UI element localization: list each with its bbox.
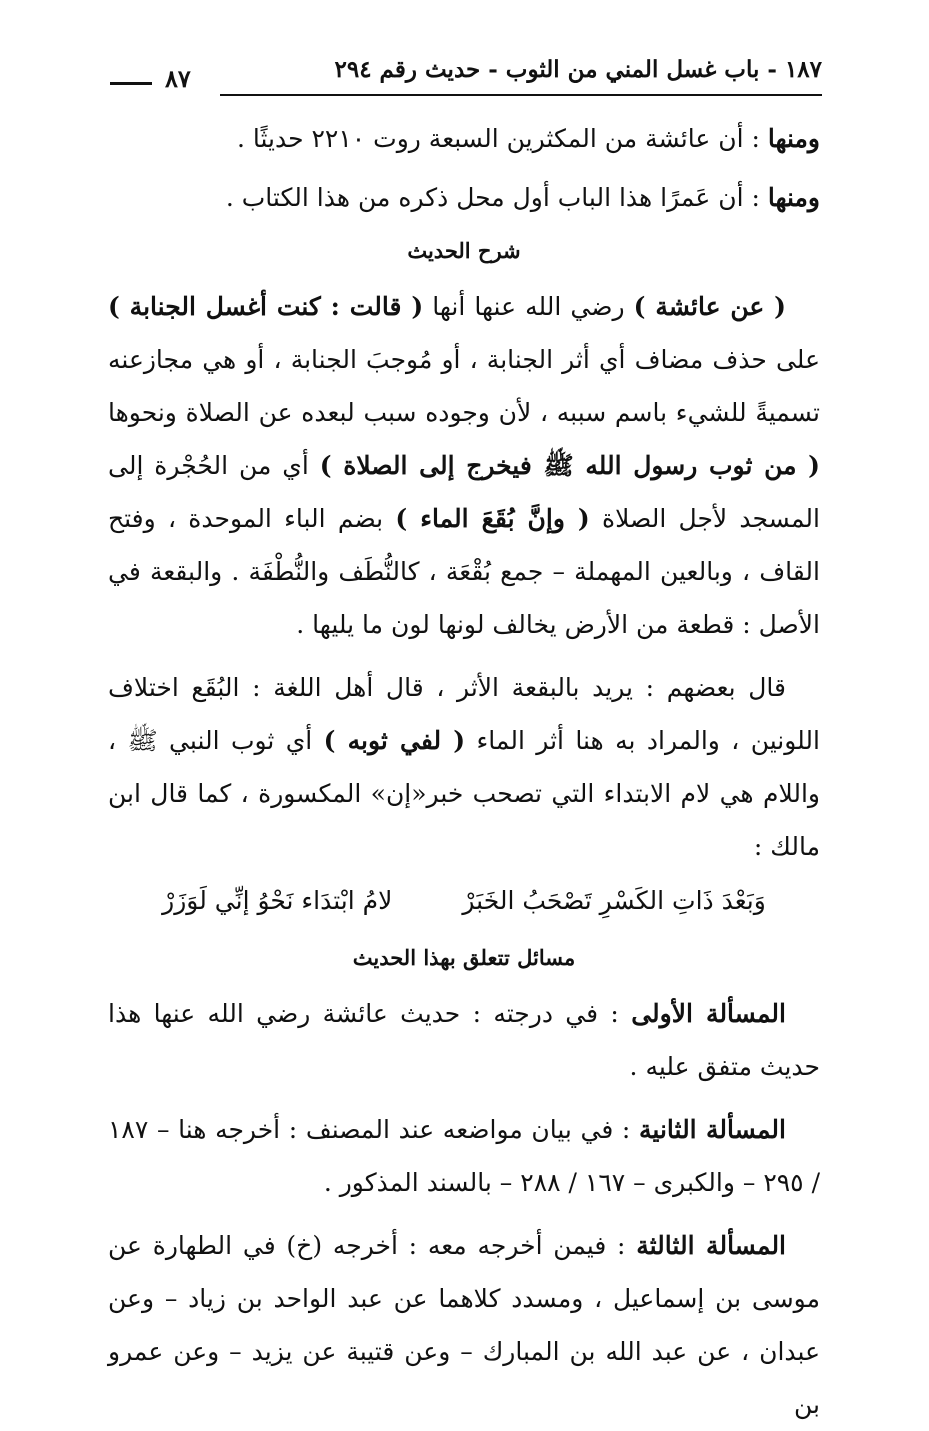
text-segment: بضم الباء الموحدة ، وفتح القاف ، وبالعين المهملة – جمع بُقْعَة ، كالنُّطَف والنُّطْفَة . والبقعة في الأصل : قطعة من الأرض يخالف لونها لون ما يليها . — [108, 504, 820, 639]
masala-1 — [108, 987, 820, 1093]
page-body — [108, 112, 820, 1431]
running-title: ١٨٧ - باب غسل المني من الثوب - حديث رقم ٢٩٤ — [334, 56, 822, 83]
quoted-segment: ( من ثوب رسول الله ﷺ فيخرج إلى الصلاة ) — [319, 451, 820, 480]
lead-word: ومنها — [767, 124, 820, 153]
masala-title: المسألة الثانية — [639, 1115, 786, 1144]
section-heading-masail: مسائل تتعلق بهذا الحديث — [352, 945, 576, 970]
verse-first-hemistich: وَبَعْدَ ذَاتِ الكَسْرِ تَصْحَبُ الخَبَرْ — [462, 886, 766, 915]
quoted-segment: ( عن عائشة ) — [633, 292, 786, 321]
text-segment: أي من الحُجْرة إلى المسجد لأجل الصلاة — [108, 451, 820, 533]
paragraph-text: : أن عَمرًا هذا الباب أول محل ذكره من هذا الكتاب . — [225, 183, 768, 212]
verse-second-hemistich: لامُ ابْتدَاء نَحْوُ إنِّي لَوَزَرْ — [162, 886, 393, 915]
masala-3 — [108, 1219, 820, 1431]
paragraph-3 — [108, 280, 820, 651]
text-segment: : في درجته : حديث عائشة رضي الله عنها هذا حديث متفق عليه . — [108, 999, 820, 1081]
text-segment: : في بيان مواضعه عند المصنف : أخرجه هنا – ١٨٧ / ٢٩٥ – والكبرى – ١٦٧ / ٢٨٨ – بالسند المذكور . — [108, 1115, 820, 1197]
paragraph-2 — [108, 171, 820, 224]
quoted-segment: ( وإنَّ بُقَعَ الماء ) — [395, 504, 590, 533]
quoted-segment: ( لفي ثوبه ) — [323, 726, 466, 755]
quoted-segment: ( قالت : كنت أغسل الجنابة ) — [108, 292, 424, 321]
page-number-rule — [110, 82, 152, 85]
text-segment: : فيمن أخرجه معه : أخرجه (خ) في الطهارة عن موسى بن إسماعيل ، ومسدد كلاهما عن عبد الواحد بن زياد – وعن عبدان ، عن عبد الله بن المبارك – وعن قتيبة عن يزيد – وعن عمرو بن — [108, 1231, 820, 1419]
page-header — [110, 56, 822, 100]
text-segment: أي ثوب النبي ﷺ ، واللام هي لام الابتداء التي تصحب خبر«إن» المكسورة ، كما قال ابن مالك : — [108, 726, 820, 861]
paragraph-1 — [108, 112, 820, 165]
header-rule — [220, 94, 822, 96]
paragraph-4 — [108, 661, 820, 873]
page-number: ٨٧ — [165, 64, 191, 93]
text-segment: رضي الله عنها أنها — [423, 292, 634, 321]
text-segment: قال بعضهم : يريد بالبقعة الأثر ، قال أهل اللغة : البُقَع اختلاف اللونين ، والمراد به هنا أثر الماء — [108, 673, 820, 755]
masala-2 — [108, 1103, 820, 1209]
section-heading-sharh: شرح الحديث — [407, 238, 521, 263]
paragraph-text: : أن عائشة من المكثرين السبعة روت ٢٢١٠ حديثًا . — [236, 124, 768, 153]
text-segment: على حذف مضاف أي أثر الجنابة ، أو مُوجبَ الجنابة ، أو هي مجازعنه تسميةً للشيء باسم سببه ، لأن وجوده سبب لبعده عن الصلاة ونحوها — [108, 345, 820, 427]
masala-title: المسألة الأولى — [631, 999, 786, 1028]
masala-title: المسألة الثالثة — [636, 1231, 787, 1260]
lead-word: ومنها — [767, 183, 820, 212]
poetry-verse — [108, 873, 820, 929]
